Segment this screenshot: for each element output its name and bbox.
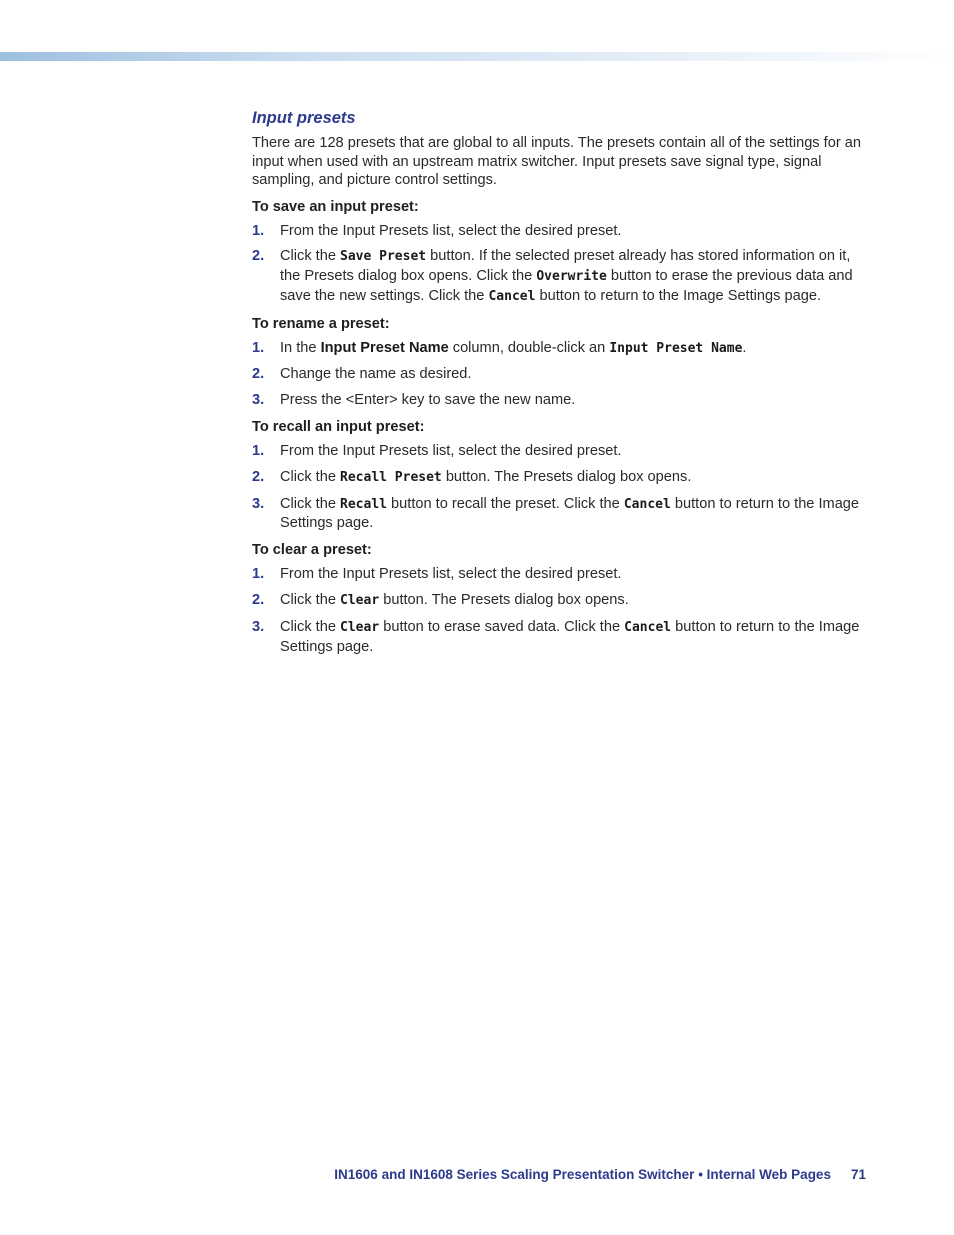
step-number: 1. bbox=[252, 222, 265, 239]
rename-steps-list bbox=[252, 339, 872, 410]
step-number: 1. bbox=[252, 443, 265, 460]
page-footer bbox=[252, 1167, 866, 1182]
recall-steps-list bbox=[252, 442, 872, 533]
step-text: . bbox=[742, 339, 747, 356]
step-text: button. The Presets dialog box opens. bbox=[379, 592, 629, 609]
rename-step-3 bbox=[252, 391, 872, 410]
recall-button-ref: Recall bbox=[340, 496, 387, 512]
step-number: 3. bbox=[252, 618, 265, 635]
clear-step-1 bbox=[252, 565, 872, 584]
intro-paragraph: There are 128 presets that are global to all inputs. The presets contain all of the settings for an input when used with an upstream matrix switcher. Input presets save signal type, signal sampling, and picture control settings. bbox=[252, 135, 861, 188]
recall-step-3 bbox=[252, 495, 872, 534]
step-text: button to erase saved data. Click the bbox=[379, 618, 625, 635]
step-text: button to return to the Image Settings page. bbox=[280, 495, 860, 532]
step-text: Click the bbox=[280, 495, 341, 512]
cancel-button-ref: Cancel bbox=[624, 619, 672, 635]
save-step-2 bbox=[252, 247, 872, 306]
section-heading: Input presets bbox=[252, 109, 356, 127]
step-text: Change the name as desired. bbox=[280, 366, 472, 383]
step-number: 3. bbox=[252, 392, 265, 409]
save-procedure-heading: To save an input preset: bbox=[252, 198, 419, 215]
step-number: 2. bbox=[252, 366, 265, 383]
column-name-ref: Input Preset Name bbox=[320, 339, 449, 356]
footer-title: IN1606 and IN1608 Series Scaling Presentation Switcher • Internal Web Pages bbox=[334, 1167, 831, 1182]
save-steps-list bbox=[252, 222, 872, 307]
clear-steps-list bbox=[252, 565, 872, 656]
clear-button-ref: Clear bbox=[340, 619, 380, 635]
recall-step-1 bbox=[252, 442, 872, 461]
clear-procedure-heading: To clear a preset: bbox=[252, 542, 372, 559]
step-text: button. The Presets dialog box opens. bbox=[441, 468, 692, 485]
step-text: Click the bbox=[280, 248, 341, 265]
step-number: 2. bbox=[252, 468, 265, 485]
recall-procedure-heading: To recall an input preset: bbox=[252, 419, 425, 436]
rename-step-1 bbox=[252, 339, 872, 359]
cancel-button-ref: Cancel bbox=[623, 496, 671, 512]
save-preset-button-ref: Save Preset bbox=[340, 249, 427, 265]
header-gradient-bar bbox=[0, 52, 954, 61]
clear-step-3 bbox=[252, 618, 872, 657]
recall-step-2 bbox=[252, 468, 872, 488]
step-number: 3. bbox=[252, 495, 265, 512]
step-text: Click the bbox=[280, 592, 341, 609]
step-text: button to return to the Image Settings page. bbox=[280, 618, 860, 655]
clear-step-2 bbox=[252, 591, 872, 611]
step-text: From the Input Presets list, select the desired preset. bbox=[280, 222, 622, 239]
cancel-button-ref: Cancel bbox=[488, 288, 536, 304]
step-text: Click the bbox=[280, 618, 341, 635]
step-number: 2. bbox=[252, 592, 265, 609]
step-text: Press the <Enter> key to save the new name. bbox=[280, 392, 576, 409]
step-text: button to recall the preset. Click the bbox=[386, 495, 624, 512]
step-text: From the Input Presets list, select the desired preset. bbox=[280, 566, 622, 583]
step-text: In the bbox=[280, 339, 321, 356]
step-text: button. If the selected preset already has stored information on it, the Presets dialog box opens. Click the bbox=[280, 248, 851, 285]
recall-preset-button-ref: Recall Preset bbox=[340, 469, 442, 485]
rename-procedure-heading: To rename a preset: bbox=[252, 315, 390, 332]
page-number: 71 bbox=[850, 1167, 866, 1182]
step-number: 1. bbox=[252, 566, 265, 583]
step-text: From the Input Presets list, select the desired preset. bbox=[280, 443, 622, 460]
step-text: Click the bbox=[280, 468, 341, 485]
save-step-1 bbox=[252, 222, 872, 241]
step-number: 2. bbox=[252, 248, 265, 265]
step-number: 1. bbox=[252, 339, 265, 356]
step-text: column, double-click an bbox=[448, 339, 610, 356]
clear-button-ref: Clear bbox=[340, 593, 380, 609]
step-text: button to return to the Image Settings page. bbox=[535, 287, 822, 304]
input-preset-name-ref: Input Preset Name bbox=[609, 340, 743, 356]
overwrite-button-ref: Overwrite bbox=[536, 269, 607, 285]
page-content bbox=[252, 108, 872, 664]
step-text: button to erase the previous data and save the new settings. Click the bbox=[280, 268, 853, 304]
rename-step-2 bbox=[252, 365, 872, 384]
